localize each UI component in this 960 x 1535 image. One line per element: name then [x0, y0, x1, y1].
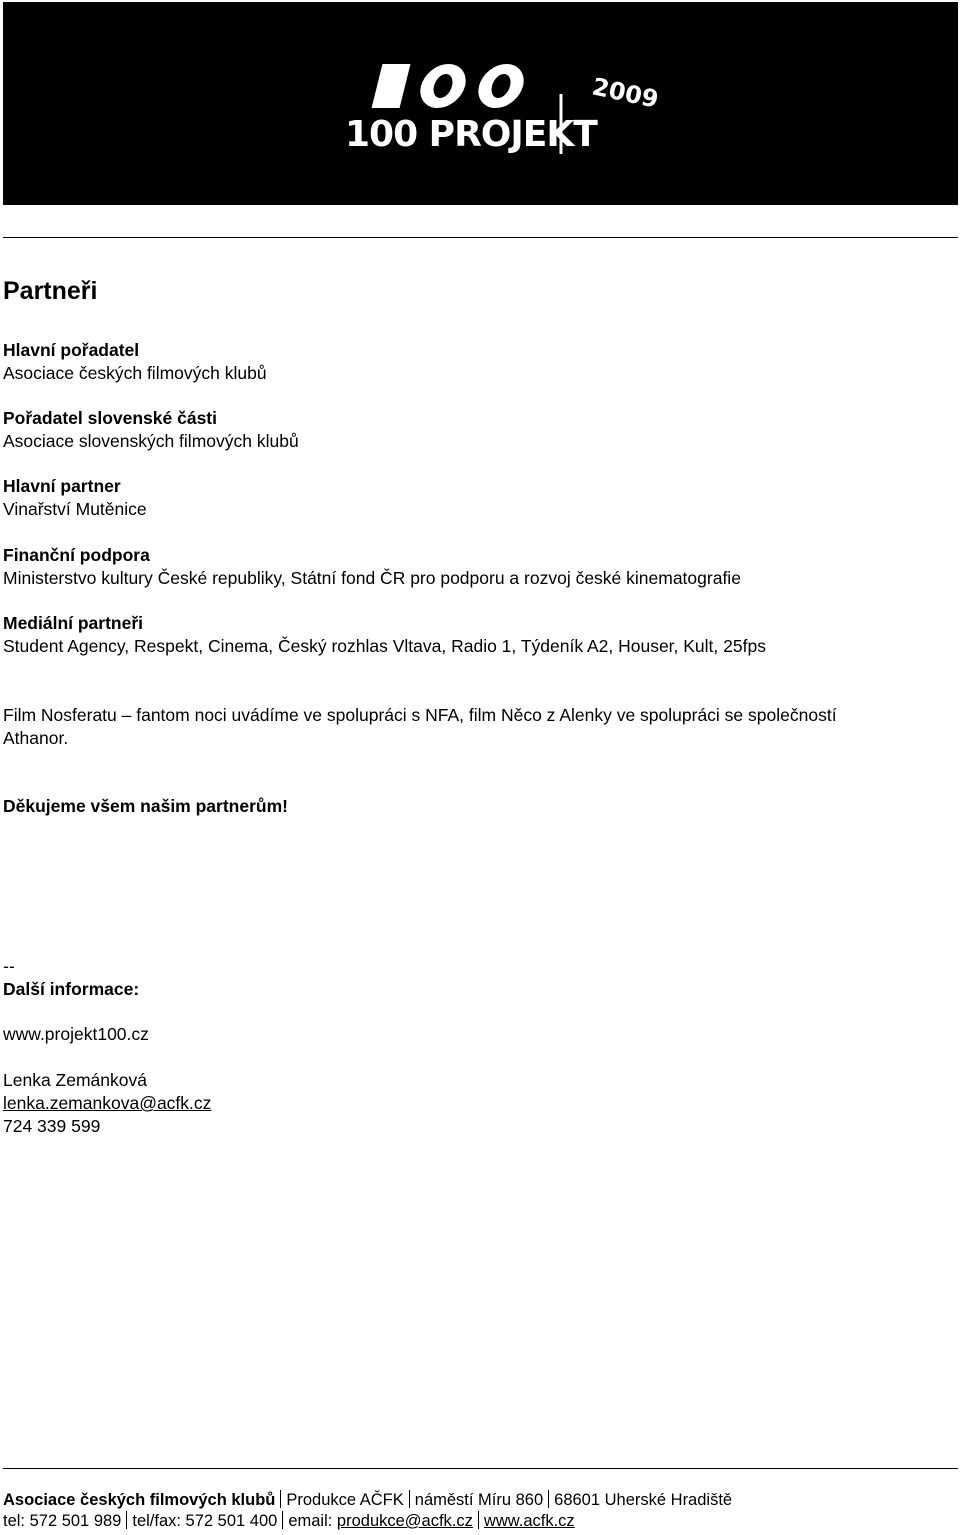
- footer-tel: tel: 572 501 989: [3, 1512, 122, 1530]
- footer-fax: tel/fax: 572 501 400: [132, 1512, 278, 1530]
- footer-separator: [548, 1490, 549, 1508]
- footer-email-label: email:: [288, 1512, 333, 1530]
- footer-separator: [282, 1511, 283, 1529]
- contact-phone: 724 339 599: [3, 1116, 101, 1136]
- footer-line-2: [3, 1511, 575, 1532]
- section-value-media-partners: Student Agency, Respekt, Cinema, Český rozhlas Vltava, Radio 1, Týdeník A2, Houser, Kult, 25fps: [3, 636, 766, 656]
- footer-separator: [126, 1511, 127, 1529]
- footer-web-link[interactable]: www.acfk.cz: [483, 1512, 575, 1530]
- section-label-financial-support: Finanční podpora: [3, 545, 150, 565]
- footer-rule: [3, 1468, 958, 1469]
- footer-line-1: [3, 1490, 732, 1511]
- info-heading: Další informace:: [3, 979, 140, 999]
- footer-separator: [478, 1511, 479, 1529]
- footer-separator: [409, 1490, 410, 1508]
- footer-city: 68601 Uherské Hradiště: [554, 1491, 733, 1509]
- contact-email-link[interactable]: lenka.zemankova@acfk.cz: [3, 1093, 212, 1113]
- logo-text: 100 PROJEKT: [345, 114, 597, 155]
- projekt-100-logo: [333, 54, 661, 164]
- footer-org: Asociace českých filmových klubů: [3, 1491, 276, 1509]
- note-line-1: Film Nosferatu – fantom noci uvádíme ve spolupráci s NFA, film Něco z Alenky ve spolupráci se společností: [3, 705, 837, 725]
- logo-year: 2009: [589, 72, 661, 114]
- section-value-financial-support: Ministerstvo kultury České republiky, Státní fond ČR pro podporu a rozvoj české kinematografie: [3, 568, 741, 588]
- thanks-text: Děkujeme všem našim partnerům!: [3, 796, 288, 816]
- footer-address: náměstí Míru 860: [414, 1491, 544, 1509]
- info-dashes: --: [3, 956, 15, 976]
- footer-email-link[interactable]: produkce@acfk.cz: [336, 1512, 473, 1530]
- header-banner: [3, 2, 958, 205]
- section-label-media-partners: Mediální partneři: [3, 613, 144, 633]
- section-value-main-partner: Vinařství Mutěnice: [3, 499, 147, 519]
- page-title: Partneři: [3, 277, 98, 305]
- contact-name: Lenka Zemánková: [3, 1070, 147, 1090]
- header-rule: [3, 237, 958, 238]
- footer-dept: Produkce AČFK: [286, 1491, 404, 1509]
- section-value-main-organizer: Asociace českých filmových klubů: [3, 363, 267, 383]
- footer-separator: [280, 1490, 281, 1508]
- note-line-2: Athanor.: [3, 728, 69, 748]
- section-label-main-partner: Hlavní partner: [3, 476, 121, 496]
- section-value-slovak-organizer: Asociace slovenských filmových klubů: [3, 431, 299, 451]
- info-website[interactable]: www.projekt100.cz: [3, 1024, 149, 1044]
- section-label-main-organizer: Hlavní pořadatel: [3, 340, 140, 360]
- section-label-slovak-organizer: Pořadatel slovenské části: [3, 408, 217, 428]
